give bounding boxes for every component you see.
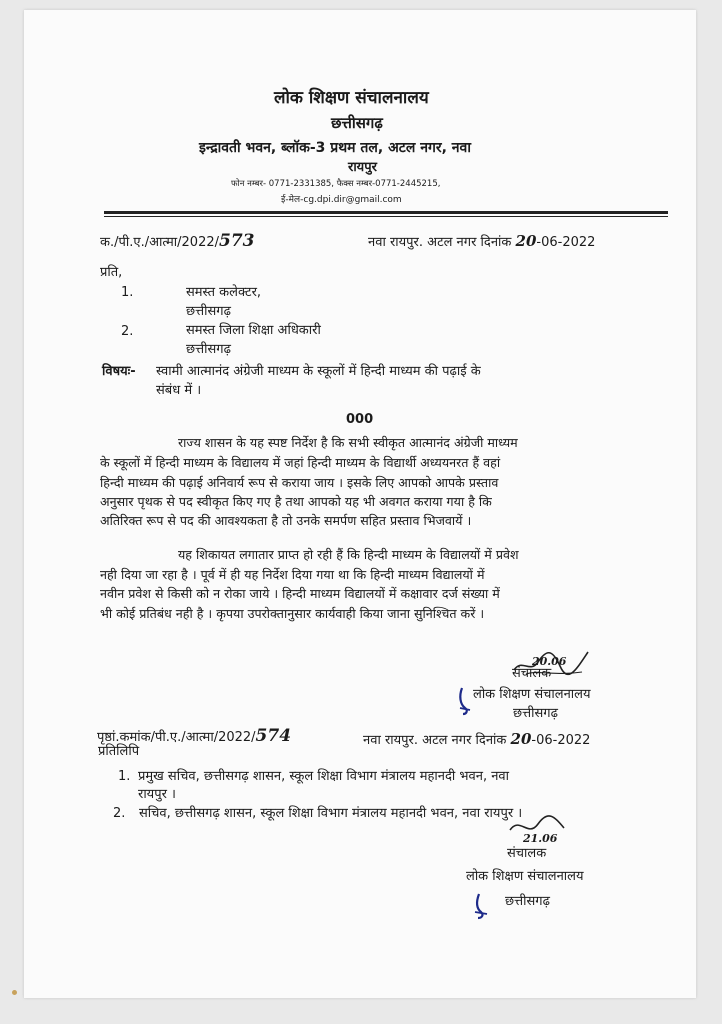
signature-2-state: छत्तीसगढ़ xyxy=(505,894,550,909)
letterhead-email: ई-मेल-cg.dpi.dir@gmail.com xyxy=(281,195,402,205)
body-para2-line2: नही दिया जा रहा है । पूर्व में ही यह निर्देश दिया गया था कि हिन्दी माध्यम विद्यालयों में xyxy=(100,567,485,582)
signature-2-initial-mark xyxy=(470,892,492,920)
endorsement-date xyxy=(363,730,590,749)
endorsement-handwritten-number: 574 xyxy=(255,726,292,746)
reference-prefix: क./पी.ए./आत्मा/2022/ xyxy=(100,235,220,250)
endorsement-place: नवा रायपुर. अटल नगर दिनांक xyxy=(363,733,511,748)
body-para2-line3: नवीन प्रवेश से किसी को न रोका जाये । हिन्दी माध्यम विद्यालयों में कक्षावार दर्ज संख्या में xyxy=(100,586,500,601)
signature-1-office: लोक शिक्षण संचालनालय xyxy=(473,687,591,702)
subject-line2: संबंध में । xyxy=(156,383,202,398)
letterhead-phone-fax: फोन नम्बर- 0771-2331385, फैक्स नम्बर-0771-2445215, xyxy=(231,179,441,189)
letterhead-address-line1: इन्द्रावती भवन, ब्लॉक-3 प्रथम तल, अटल नगर, नवा xyxy=(199,140,471,156)
separator: 000 xyxy=(346,412,374,427)
letterhead-office: लोक शिक्षण संचालनालय xyxy=(274,88,429,108)
signature-2-office: लोक शिक्षण संचालनालय xyxy=(466,869,584,884)
reference-handwritten-number: 573 xyxy=(219,231,255,251)
to-item-1-line2: छत्तीसगढ़ xyxy=(186,304,231,319)
to-item-2-line2: छत्तीसगढ़ xyxy=(186,342,231,357)
page-edge-mark xyxy=(12,990,17,995)
reference-date-rest: -06-2022 xyxy=(536,235,596,250)
reference-place: नवा रायपुर. अटल नगर दिनांक xyxy=(368,235,516,250)
signature-1-state: छत्तीसगढ़ xyxy=(513,706,558,721)
to-item-1-line1: समस्त कलेक्टर, xyxy=(186,285,262,300)
reference-date-handwritten: 20 xyxy=(515,232,537,250)
endorsement-prefix: पृष्ठां.कमांक/पी.ए./आत्मा/2022/ xyxy=(97,730,256,745)
copy-item-1-number: 1. xyxy=(118,769,131,784)
body-para1-line5: अतिरिक्त रूप से पद की आवश्यकता है तो उनके समर्पण सहित प्रस्ताव भिजवायें । xyxy=(100,513,472,528)
reference-date xyxy=(368,232,595,251)
to-label: प्रति, xyxy=(100,265,123,280)
letterhead-rule-thin xyxy=(104,216,668,217)
letterhead-address-line2: रायपुर xyxy=(348,160,377,175)
subject-label: विषयः- xyxy=(102,364,136,379)
body-para2-line4: भी कोई प्रतिबंध नही है । कृपया उपरोक्तानुसार कार्यवाही किया जाना सुनिश्चित करें । xyxy=(100,606,485,621)
to-item-2-number: 2. xyxy=(121,324,134,339)
to-item-2-line1: समस्त जिला शिक्षा अधिकारी xyxy=(186,323,321,338)
endorsement-date-handwritten: 20 xyxy=(510,730,532,748)
to-item-1-number: 1. xyxy=(121,285,134,300)
body-para1-line3: हिन्दी माध्यम की पढ़ाई अनिवार्य रूप से कराया जाय । इसके लिए आपको आपके प्रस्ताव xyxy=(100,475,499,490)
copy-item-2-line1: सचिव, छत्तीसगढ़ शासन, स्कूल शिक्षा विभाग मंत्रालय महानदी भवन, नवा रायपुर । xyxy=(139,806,523,821)
body-para1-line2: के स्कूलों में हिन्दी माध्यम के विद्यालय में जहां हिन्दी माध्यम के विद्यार्थी अध्ययनरत हैं वहां xyxy=(100,455,501,470)
copy-item-2-number: 2. xyxy=(113,806,126,821)
signature-2-date: 21.06 xyxy=(523,832,558,845)
signature-1-title: संचालक xyxy=(512,666,552,681)
letterhead-state: छत्तीसगढ़ xyxy=(331,114,383,132)
signature-2-title: संचालक xyxy=(507,846,547,861)
body-para1-line1: राज्य शासन के यह स्पष्ट निर्देश है कि सभी स्वीकृत आत्मानंद अंग्रेजी माध्यम xyxy=(178,435,518,450)
letterhead-rule-thick xyxy=(104,211,668,214)
subject-line1: स्वामी आत्मानंद अंग्रेजी माध्यम के स्कूलों में हिन्दी माध्यम की पढ़ाई के xyxy=(156,364,481,379)
body-para2-line1: यह शिकायत लगातार प्राप्त हो रही हैं कि हिन्दी माध्यम के विद्यालयों में प्रवेश xyxy=(178,547,519,562)
copy-item-1-line2: रायपुर । xyxy=(138,787,176,802)
body-para1-line4: अनुसार पृथक से पद स्वीकृत किए गए है तथा आपको यह भी अवगत कराया गया है कि xyxy=(100,494,492,509)
endorsement-date-rest: -06-2022 xyxy=(531,733,591,748)
copy-label: प्रतिलिपि xyxy=(98,744,140,759)
copy-item-1-line1: प्रमुख सचिव, छत्तीसगढ़ शासन, स्कूल शिक्षा विभाग मंत्रालय महानदी भवन, नवा xyxy=(138,769,510,784)
signature-1-date: 20.06 xyxy=(532,655,567,668)
reference-number xyxy=(100,231,255,251)
signature-1-initial-mark xyxy=(456,686,474,716)
